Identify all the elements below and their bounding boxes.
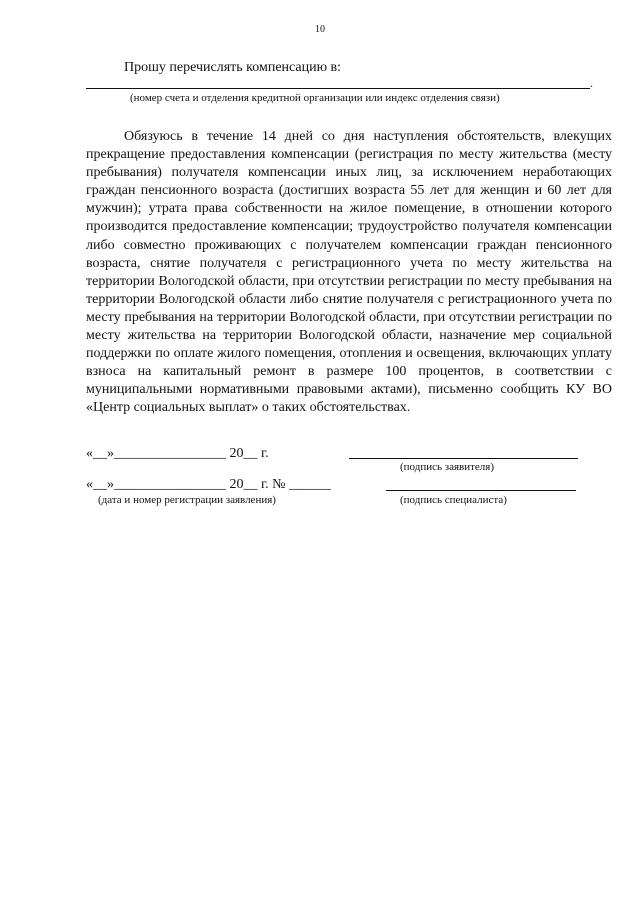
payment-request-label: Прошу перечислять компенсацию в: (124, 60, 342, 75)
applicant-signature-line[interactable] (349, 458, 578, 459)
account-caption: (номер счета и отделения кредитной организации или индекс отделения связи) (130, 92, 500, 104)
specialist-signature-line[interactable] (386, 490, 576, 491)
specialist-signature-caption: (подпись специалиста) (400, 494, 507, 506)
registration-date-number-line[interactable]: «__»________________ 20__ г. № ______ (86, 477, 332, 492)
obligation-paragraph: Обязуюсь в течение 14 дней со дня наступления обстоятельств, влекущих прекращение предоставления компенсации (регистрация по месту жительства (месту пребывания) получателя компенсации иных лиц, за исключением неработающих граждан пенсионного возраста (достигших возраста 55 лет для женщин и 60 лет для мужчин); утрата права собственности на жилое помещение, в отношении которого производится предоставление компенсации; трудоустройство получателя компенсации либо совместно проживающих с получателем компенсации граждан пенсионного возраста, снятие получателя с регистрационного учета по месту жительства на территории Вологодской области, при отсутствии регистрации по месту пребывания на территории Вологодской области либо снятие получателя с регистрационного учета по месту пребывания на территории Вологодской области, при отсутствии регистрации по месту жительства на территории Вологодской области, назначение мер социальной поддержки по оплате жилого помещения, отопления и освещения, включающих уплату взноса на капитальный ремонт в размере 100 процентов, в соответствии с муниципальными нормативными правовыми актами), письменно сообщить КУ ВО «Центр социальных выплат» о таких обстоятельствах. (86, 129, 612, 416)
account-number-line[interactable] (86, 88, 590, 89)
page-number: 10 (315, 24, 325, 35)
applicant-signature-caption: (подпись заявителя) (400, 461, 495, 473)
registration-caption: (дата и номер регистрации заявления) (98, 494, 276, 506)
applicant-date-line[interactable]: «__»________________ 20__ г. (86, 446, 269, 461)
account-line-end-punctuation: . (590, 76, 593, 90)
